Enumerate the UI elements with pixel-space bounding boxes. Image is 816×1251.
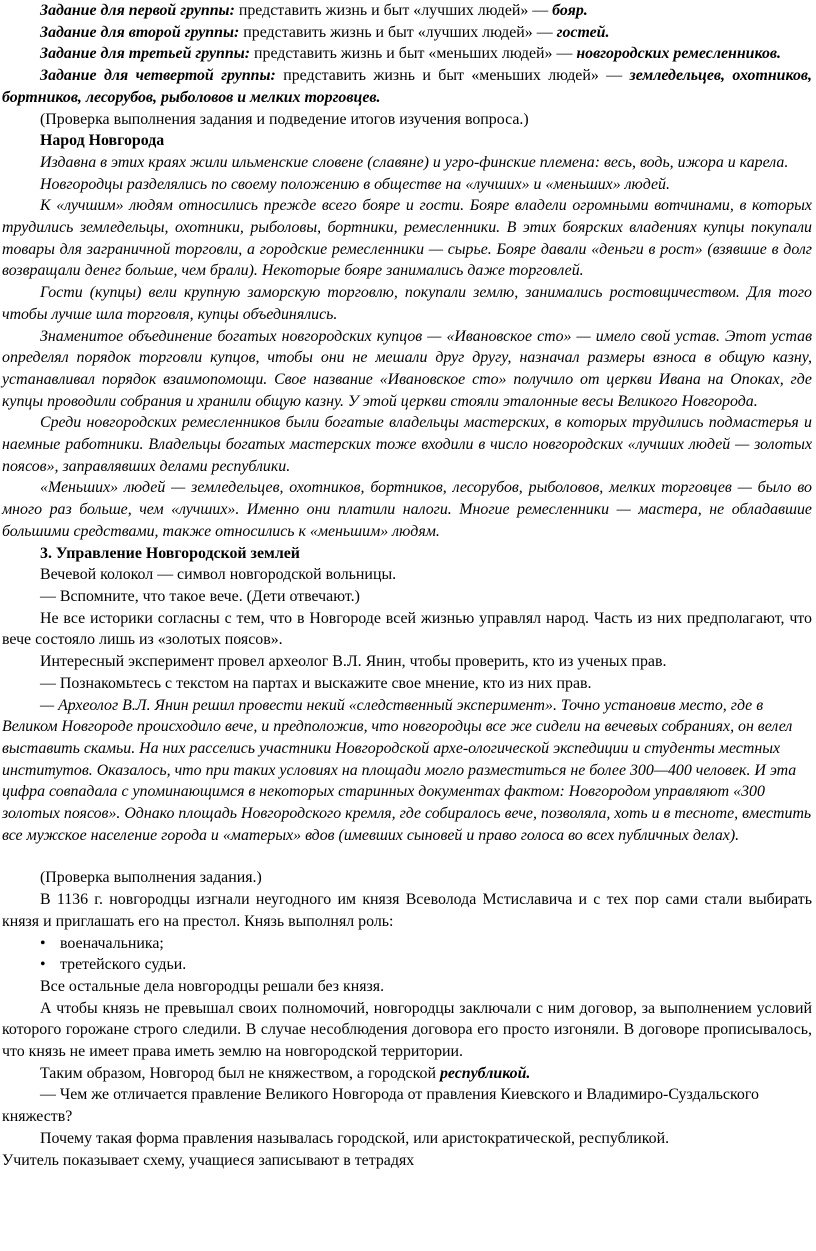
task-text: представить жизнь и быт «лучших людей» — <box>239 23 557 41</box>
task-group-4 <box>2 65 812 108</box>
bullet-icon: • <box>40 934 46 952</box>
other-affairs: Все остальные дела новгородцы решали без князя. <box>40 977 385 995</box>
people-paragraph: Издавна в этих краях жили ильменские словене (славяне) и угро-финские племена: весь, водь, ижора и карела. <box>40 153 789 171</box>
task-text: представить жизнь и быт «меньших людей» — <box>275 67 630 85</box>
treaty-paragraph: А чтобы князь не превышал своих полномочий, новгородцы заключали с ним договор, за выполнением условий которого горожане строго следили. В случае несоблюдения договора его просто изгоняли. В договоре прописывалось, что князь не имеет права иметь землю на новгородской территории. <box>2 999 812 1061</box>
list-item <box>2 933 812 955</box>
task-label: Задание для третьей группы: <box>40 45 251 63</box>
task-label: Задание для четвертой группы: <box>40 67 276 85</box>
governance-line: Не все историки согласны с тем, что в Новгороде всей жизнью управлял народ. Часть из них предполагают, что вече состояло лишь из «золотых поясов». <box>2 609 812 649</box>
bullet-icon: • <box>40 956 46 974</box>
experiment-text: — Археолог В.Л. Янин решил провести некий «следственный эксперимент». Точно установив место, где в Великом Новгороде происходило вече, и предположив, что новгородцы все же сидели на вечевых собраниях, он велел выставить скамьи. На них расселись участники Новгородской архе-ологической экспедиции и студенты местных институтов. Оказалось, что при таких условиях на площади могло разместиться не более 300—400 человек. И эта цифра совпадала с упоминающимся в некоторых старинных документах фактом: Новгородом управляют «300 золотых поясов». Однако площадь Новгородского кремля, где собиралось вече, позволяла, хоть и в тесноте, вместить все мужское население города и «матерых» вдов (имевших сыновей и право голоса во всех публичных делах). <box>2 696 812 844</box>
document-page <box>2 0 812 1171</box>
list-item-text: третейского судьи. <box>60 956 187 974</box>
task-group-3 <box>2 43 812 65</box>
governance-line: — Вспомните, что такое вече. (Дети отвечают.) <box>40 587 360 605</box>
people-paragraph: Знаменитое объединение богатых новгородских купцов — «Ивановское сто» — имело свой устав. Этот устав определял порядок торговли купцов, чтобы они не мешали друг другу, назначал размеры взноса в общую казну, устанавливал порядок взаимопомощи. Свое название «Ивановское сто» получило от церкви Ивана на Опоках, где купцы проводили собрания и хранили общую казну. У этой церкви стояли эталонные весы Великого Новгорода. <box>2 327 812 410</box>
check-note: (Проверка выполнения задания и подведение итогов изучения вопроса.) <box>40 110 529 128</box>
people-paragraph: Гости (купцы) вели крупную заморскую торговлю, покупали землю, занимались ростовщичеством. Для того чтобы лучше шла торговля, купцы объединялись. <box>2 284 812 323</box>
governance-line: Вечевой колокол — символ новгородской вольницы. <box>40 566 397 584</box>
task-group-1 <box>2 0 812 22</box>
conclusion-text: Таким образом, Новгород был не княжеством, а городской <box>40 1064 440 1082</box>
list-item-text: военачальника; <box>60 934 164 952</box>
task-text: представить жизнь и быт «лучших людей» — <box>234 2 553 19</box>
prince-paragraph: В 1136 г. новгородцы изгнали неугодного им князя Всеволода Мстиславича и с тех пор сами стали выбирать князя и приглашать его на престол. Князь выполнял роль: <box>2 891 812 930</box>
teacher-note: Учитель показывает схему, учащиеся записывают в тетрадях <box>2 1151 415 1169</box>
spacer <box>2 846 812 867</box>
conclusion-emphasis: республикой. <box>439 1064 531 1082</box>
task-group-2 <box>2 22 812 44</box>
conclusion <box>2 1063 812 1085</box>
task-target: земледельцев, охотников, бортников, лесорубов, рыболовов и мелких торговцев. <box>2 67 812 106</box>
task-label: Задание для второй группы: <box>40 23 240 41</box>
people-paragraph: «Меньших» людей — земледельцев, охотников, бортников, лесорубов, рыболовов, мелких торговцев — было во много раз больше, чем «лучших». Именно они платили налоги. Многие ремесленники — мастера, не обладавшие большими средствами, также относились к «меньшим» людям. <box>2 479 812 540</box>
question: — Чем же отличается правление Великого Новгорода от правления Киевского и Владимиро-Суздальского княжеств? <box>2 1086 759 1126</box>
list-item <box>2 954 812 976</box>
check-note: (Проверка выполнения задания.) <box>40 869 262 887</box>
people-paragraph: Среди новгородских ремесленников были богатые владельцы мастерских, в которых трудились подмастерья и наемные работники. Владельцы богатых мастерских тоже входили в число новгородских «лучших людей — золотых поясов», заправлявших делами республики. <box>2 414 812 475</box>
section-heading-people: Народ Новгорода <box>40 132 165 150</box>
task-target: бояр. <box>552 2 588 19</box>
task-target: новгородских ремесленников. <box>576 45 781 63</box>
task-target: гостей. <box>556 23 610 41</box>
governance-line: — Познакомьтесь с текстом на партах и выскажите свое мнение, кто из них прав. <box>40 674 592 692</box>
governance-line: Интересный эксперимент провел археолог В.Л. Янин, чтобы проверить, кто из ученых прав. <box>40 653 667 671</box>
task-label: Задание для первой группы: <box>40 2 235 19</box>
task-text: представить жизнь и быт «меньших людей» — <box>250 45 577 63</box>
people-paragraph: К «лучшим» людям относились прежде всего бояре и гости. Бояре владели огромными вотчинами, в которых трудились земледельцы, охотники, рыболовы, бортники, ремесленники. В этих боярских владениях купцы покупали товары для заграничной торговли, а городские ремесленники — сырье. Бояре давали «деньги в рост» (взявшие в долг возвращали денег больше, чем брали). Некоторые бояре занимались даже торговлей. <box>2 197 812 280</box>
people-paragraph: Новгородцы разделялись по своему положению в обществе на «лучших» и «меньших» людей. <box>40 175 670 193</box>
section-heading-governance: 3. Управление Новгородской землей <box>40 544 300 562</box>
why-question: Почему такая форма правления называлась городской, или аристократической, республикой. <box>40 1129 670 1147</box>
